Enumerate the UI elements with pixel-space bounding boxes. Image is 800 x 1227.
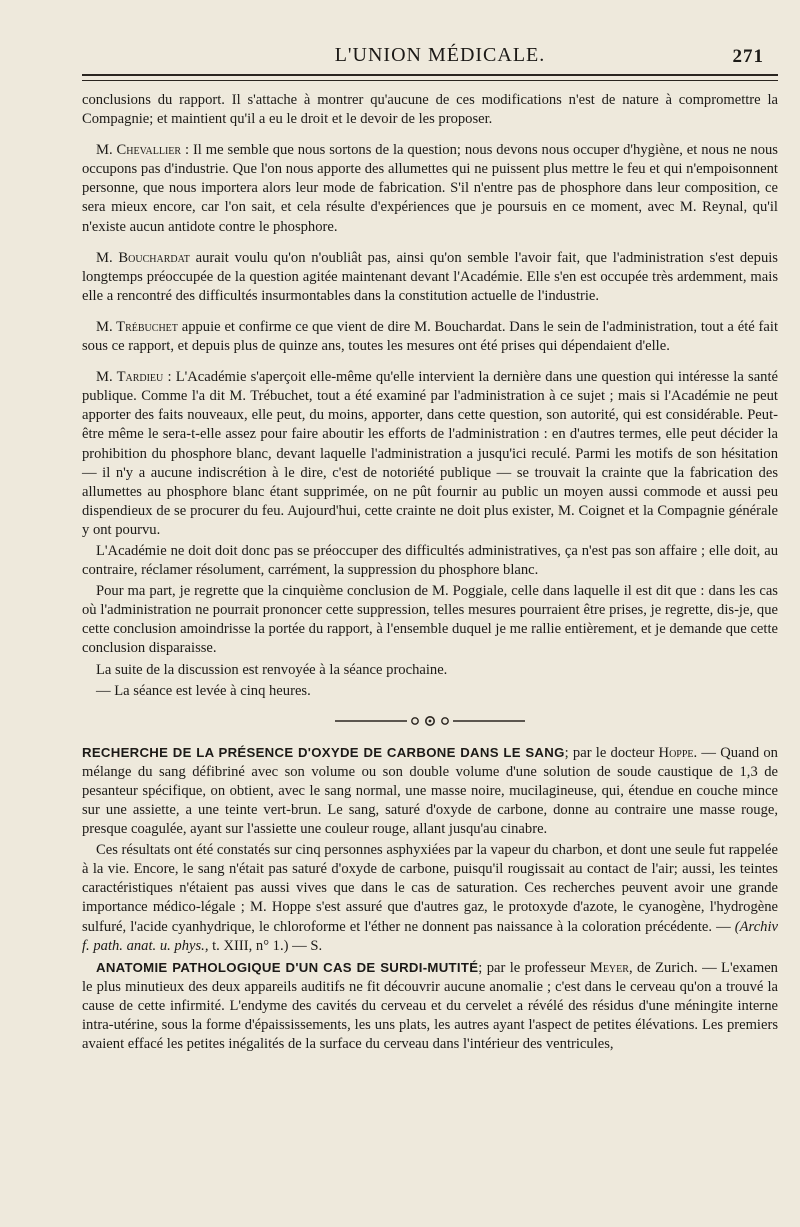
speaker-name: M. Tardieu [96,369,164,386]
header-rule [82,74,778,81]
paragraph-chevallier [82,141,778,236]
paragraph-conclusions: conclusions du rapport. Il s'attache à montrer qu'aucune de ces modifications n'est de nature à compromettre la Compagnie; et maintient qu'il a eu le droit et le devoir de les proposer. [82,92,778,128]
speaker-text: appuie et confirme ce que vient de dire M. Bouchardat. Dans le sein de l'administration, tout a été fait sous ce rapport, et depuis plus de quinze ans, toutes les mesures ont été prises qui dépendaient d'elle. [82,318,778,355]
note-author: Meyer [589,959,629,976]
note-author: Hoppe [658,744,694,761]
speaker-text: : Il me semble que nous sortons de la question; nous devons nous occuper d'hygiène, et nous ne nous occupons pas d'industrie. Que l'on nous apporte des allumettes qui ne puissent plus mettre le feu et qui n'empoisonnent personne, que nous importera alors leur mode de fabrication. S'il n'entre pas de phosphore dans leur composition, ce sera mieux encore, car l'on sait, et cela résulte d'expériences que je poursuis en ce moment, avec M. Reynal, qu'il n'existe aucun antidote contre le phosphore. [82,142,778,235]
note-heading: RECHERCHE DE LA PRÉSENCE D'OXYDE DE CARBONE DANS LE SANG [82,744,565,760]
speaker-name: M. Trébuchet [96,318,178,335]
note-citation: (Archiv f. path. anat. u. phys., [82,918,778,954]
page-number: 271 [732,46,764,67]
paragraph-seance-levee: — La séance est levée à cinq heures. [96,682,311,699]
running-title: L'UNION MÉDICALE. [334,44,546,66]
paragraph-pour-ma-part: Pour ma part, je regrette que la cinquième conclusion de M. Poggiale, celle dans laquelle il est dit que : dans les cas où l'administration ne pourrait prononcer cette suppression, telles mesures pourraient être prises, je regrette, dis-je, que cette conclusion amoindrisse la portée du rapport, à l'ensemble duquel je me rallie entièrement, et je demande que cette conclusion disparaisse. [82,583,778,657]
speaker-text: : L'Académie s'aperçoit elle-même qu'elle intervient la dernière dans une question qui intéresse la santé publique. Comme l'a dit M. Trébuchet, tout a été examiné par l'administration à ce sujet ; mais si l'Académie ne peut apporter des faits nouveaux, elle peut, du moins, apporter, dans cette question, son autorité, qui est considérable. Peut-être même le sera-t-elle assez pour faire aboutir les efforts de l'administration : en d'autres termes, elle peut décider la prohibition du phosphore blanc, devant laquelle l'administration a jusqu'ici reculé. Parmi les motifs de son hésitation — il n'y a aucune indiscrétion à le dire, c'est de notoriété publique — se trouvait la crainte que la fabrication des allumettes au phosphore blanc étant supprimée, on ne pût fournir au public un moyen aussi commode et aussi peu dispendieux de se procurer du feu. Aujourd'hui, cette crainte ne doit plus exister, M. Coignet et la Compagnie générale y ont pourvu. [82,369,779,538]
section-ornament [82,715,778,729]
paragraph-academie: L'Académie ne doit doit donc pas se préoccuper des difficultés administratives, ça n'est pas son affaire ; elle doit, au contraire, réclamer résolument, carrément, la suppression du phosphore blanc. [82,542,778,579]
note-oxyde-carbone: RECHERCHE DE LA PRÉSENCE D'OXYDE DE CARBONE DANS LE SANG; par le docteur Hoppe. — Quand on mélange du sang défibriné avec son volume ou son double volume d'une solution de soude caustique de 1,3 de pesanteur spécifique, on obtient, avec le sang normal, une masse noire, mucilagineuse, qui, étendue en couche mince sur une assiette, a une teinte vert-brun. Le sang, saturé d'oxyde de carbone, donne au contraire une masse rouge, presque coagulée, ayant sur l'assiette une couleur rouge, allant jusqu'au cinabre. [82,744,778,838]
paragraph-bouchardat [82,249,778,306]
paragraph-suite: La suite de la discussion est renvoyée à la séance prochaine. [96,661,448,678]
paragraph-trebuchet [82,318,778,356]
note-oxyde-carbone-continued: Ces résultats ont été constatés sur cinq personnes asphyxiées par la vapeur du charbon, et dont une seule fut rappelée à la vie. Encore, le sang n'était pas saturé d'oxyde de carbone, puisqu'il rougissait au contact de l'air; aussi, les teintes caractéristiques n'étaient pas aussi vives que dans le cas de saturation. Ces recherches peuvent avoir une grande importance médico-légale ; M. Hoppe s'est assuré que d'autres gaz, le protoxyde d'azote, le cyanogène, l'hydrogène sulfuré, l'acide cyanhydrique, le chloroforme et l'éther ne donnent pas naissance à la coloration précédente. — (Archiv f. path. anat. u. phys., t. XIII, n° 1.) — S. [82,842,778,954]
note-heading: ANATOMIE PATHOLOGIQUE D'UN CAS DE SURDI-MUTITÉ [96,959,479,975]
speaker-name: M. Chevallier [96,142,182,159]
note-surdi-mutite: ANATOMIE PATHOLOGIQUE D'UN CAS DE SURDI-MUTITÉ; par le professeur Meyer, de Zurich. — L'examen le plus minutieux des deux appareils auditifs ne fit découvrir aucune anomalie ; c'est dans le cerveau qu'on a trouvé la cause de cette infirmité. L'endyme des cavités du cerveau et du cervelet a révélé des résidus d'une méningite interne intra-utérine, sous la forme d'épaississements, les uns plats, les autres ayant l'aspect de petites élévations. Les premiers avaient effacé les petites inégalités de la surface du cerveau dans l'intérieur des ventricules, [82,959,778,1053]
paragraph-tardieu [82,368,778,540]
ornament-divider-icon [335,715,525,727]
speaker-text: aurait voulu qu'on n'oubliât pas, ainsi qu'on semble l'avoir fait, que l'administration s'est depuis longtemps préoccupée de la question agitée maintenant devant l'Académie. Elle s'en est occupée très ardemment, mais elle a rencontré des difficultés insurmontables dans la constitution actuelle de l'industrie. [82,249,778,304]
page-header [82,44,778,74]
bibliography-notes [82,743,778,1055]
article-body [82,91,778,701]
speaker-name: M. Bouchardat [96,249,190,266]
